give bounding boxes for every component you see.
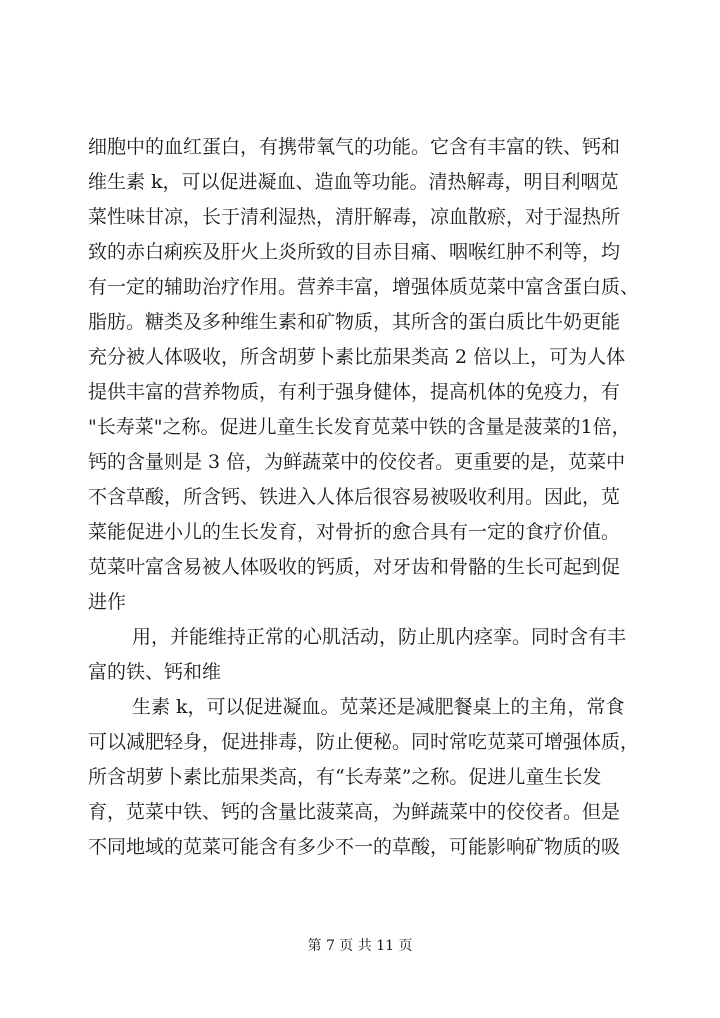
text-line: 所含胡萝卜素比茄果类高，有“长寿菜”之称。促进儿童生长发 xyxy=(88,766,602,788)
text-line: 细胞中的血红蛋白，有携带氧气的功能。它含有丰富的铁、钙和 xyxy=(88,136,621,158)
text-line: 生素 k，可以促进凝血。苋菜还是减肥餐桌上的主角，常食 xyxy=(132,696,625,718)
text-line: 用，并能维持正常的心肌活动，防止肌内痉挛。同时含有丰 xyxy=(132,626,627,648)
text-line: 育，苋菜中铁、钙的含量比菠菜高，为鲜蔬菜中的佼佼者。但是 xyxy=(88,801,621,823)
text-line: 提供丰富的营养物质，有利于强身健体，提高机体的免疫力，有 xyxy=(88,381,621,403)
text-line: 菜能促进小儿的生长发育，对骨折的愈合具有一定的食疗价值。 xyxy=(88,521,621,543)
text-line: "长寿菜"之称。促进儿童生长发育苋菜中铁的含量是菠菜的1倍， xyxy=(88,416,631,438)
text-line: 菜性味甘凉，长于清利湿热，清肝解毒，凉血散瘀，对于湿热所 xyxy=(88,206,621,228)
text-line: 钙的含量则是 3 倍，为鲜蔬菜中的佼佼者。更重要的是，苋菜中 xyxy=(88,451,626,473)
body-text xyxy=(88,130,648,865)
text-line: 富的铁、钙和维 xyxy=(88,661,222,683)
text-line: 不含草酸，所含钙、铁进入人体后很容易被吸收利用。因此，苋 xyxy=(88,486,621,508)
text-line: 可以减肥轻身，促进排毒，防止便秘。同时常吃苋菜可增强体质， xyxy=(88,731,640,753)
text-line: 有一定的辅助治疗作用。营养丰富，增强体质苋菜中富含蛋白质、 xyxy=(88,276,640,298)
text-line: 进作 xyxy=(88,591,127,613)
page-indicator: 第 7 页 共 11 页 xyxy=(307,938,413,954)
text-line: 维生素 k，可以促进凝血、造血等功能。清热解毒，明目利咽苋 xyxy=(88,171,619,193)
text-line: 苋菜叶富含易被人体吸收的钙质，对牙齿和骨骼的生长可起到促 xyxy=(88,556,621,578)
text-line: 不同地域的苋菜可能含有多少不一的草酸，可能影响矿物质的吸 xyxy=(88,836,621,858)
text-line: 充分被人体吸收，所含胡萝卜素比茄果类高 2 倍以上，可为人体 xyxy=(88,346,626,368)
text-line: 脂肪。糖类及多种维生素和矿物质，其所含的蛋白质比牛奶更能 xyxy=(88,311,621,333)
text-line: 致的赤白痢疾及肝火上炎所致的目赤目痛、咽喉红肿不利等，均 xyxy=(88,241,621,263)
page-footer xyxy=(0,935,720,955)
